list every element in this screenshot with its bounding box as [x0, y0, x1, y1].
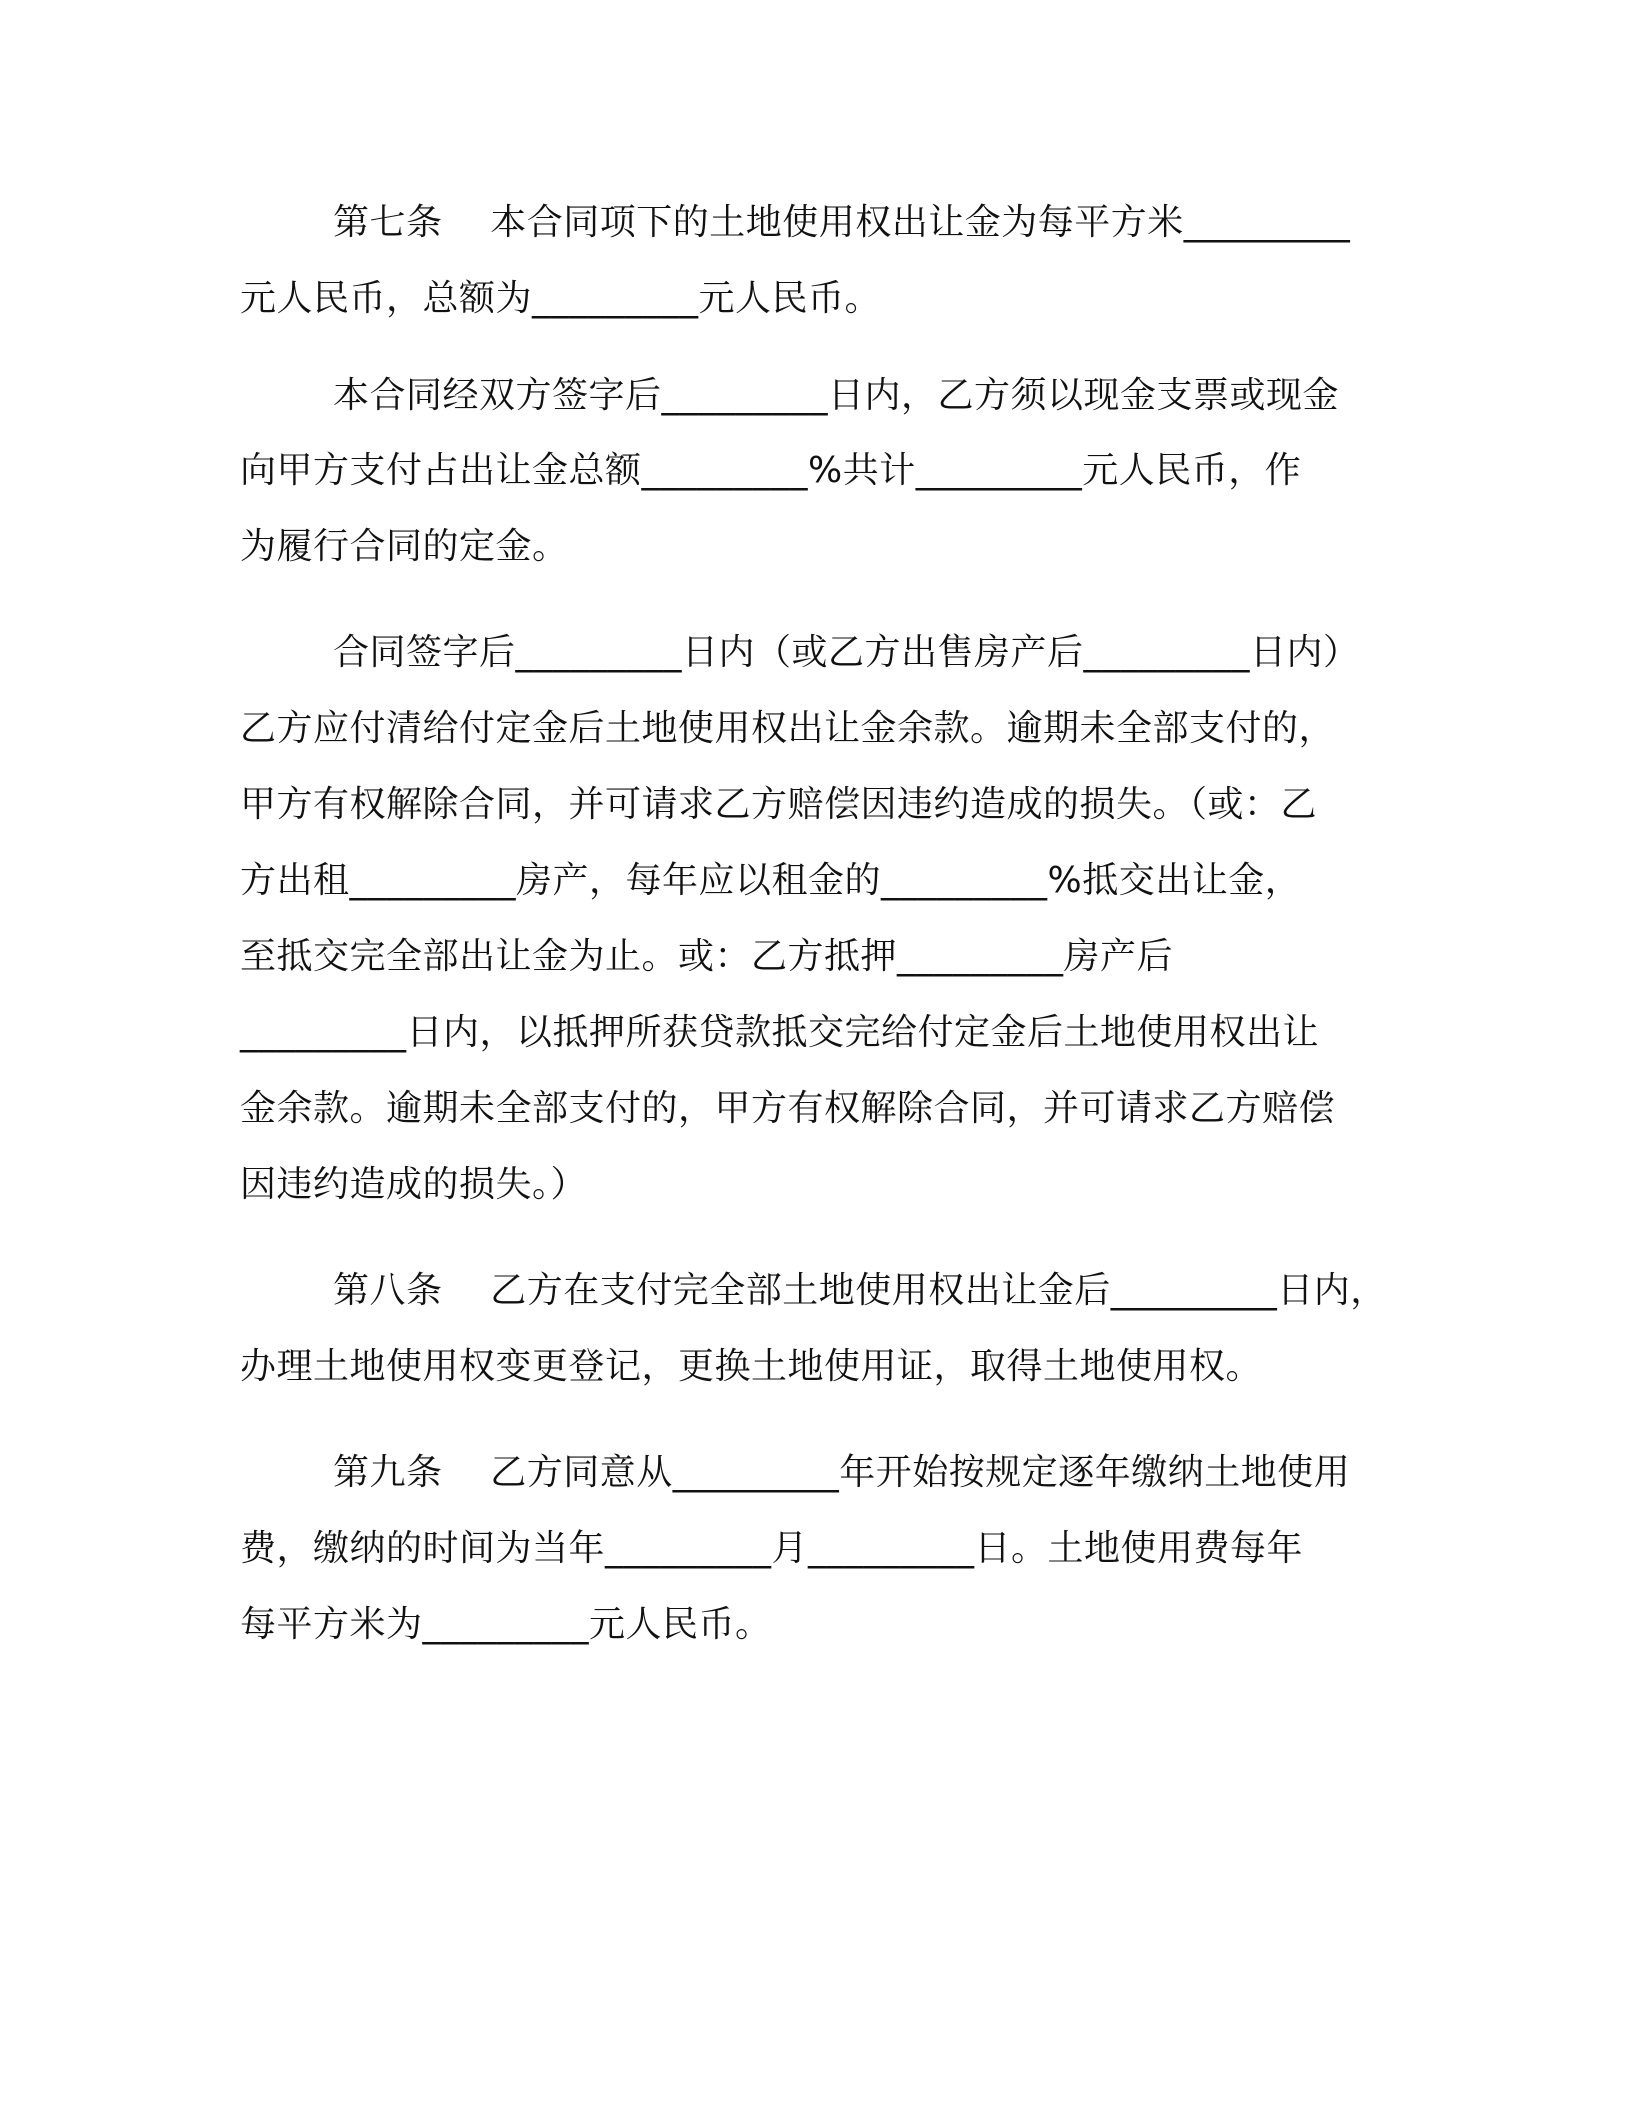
text-line: 第八条 乙方在支付完全部土地使用权出让金后_________日内， [333, 1270, 1387, 1311]
text-line: 方出租_________房产，每年应以租金的_________%抵交出让金， [240, 860, 1302, 901]
text-line: 因违约造成的损失。） [240, 1164, 588, 1205]
text-line: 办理土地使用权变更登记，更换土地使用证，取得土地使用权。 [240, 1346, 1263, 1387]
text-line: 为履行合同的定金。 [240, 526, 569, 567]
text-line: 第九条 乙方同意从_________年开始按规定逐年缴纳土地使用 [333, 1452, 1351, 1493]
text-line: _________日内，以抵押所获贷款抵交完给付定金后土地使用权出让 [240, 1012, 1320, 1053]
text-line: 合同签字后_________日内（或乙方出售房产后_________日内） [333, 632, 1360, 673]
text-line: 甲方有权解除合同，并可请求乙方赔偿因违约造成的损失。（或：乙 [240, 784, 1318, 825]
text-line: 第七条 本合同项下的土地使用权出让金为每平方米_________ [333, 202, 1351, 243]
text-line: 向甲方支付占出让金总额_________%共计_________元人民币，作 [240, 450, 1302, 491]
text-line: 乙方应付清给付定金后土地使用权出让金余款。逾期未全部支付的， [240, 708, 1336, 749]
text-line: 本合同经双方签字后_________日内，乙方须以现金支票或现金 [333, 375, 1340, 416]
text-line: 至抵交完全部出让金为止。或：乙方抵押_________房产后 [240, 936, 1174, 977]
text-line: 元人民币，总额为_________元人民币。 [240, 278, 882, 319]
text-line: 费，缴纳的时间为当年_________月_________日。土地使用费每年 [240, 1528, 1304, 1569]
text-line: 金余款。逾期未全部支付的，甲方有权解除合同，并可请求乙方赔偿 [240, 1088, 1336, 1129]
text-line: 每平方米为_________元人民币。 [240, 1604, 772, 1645]
